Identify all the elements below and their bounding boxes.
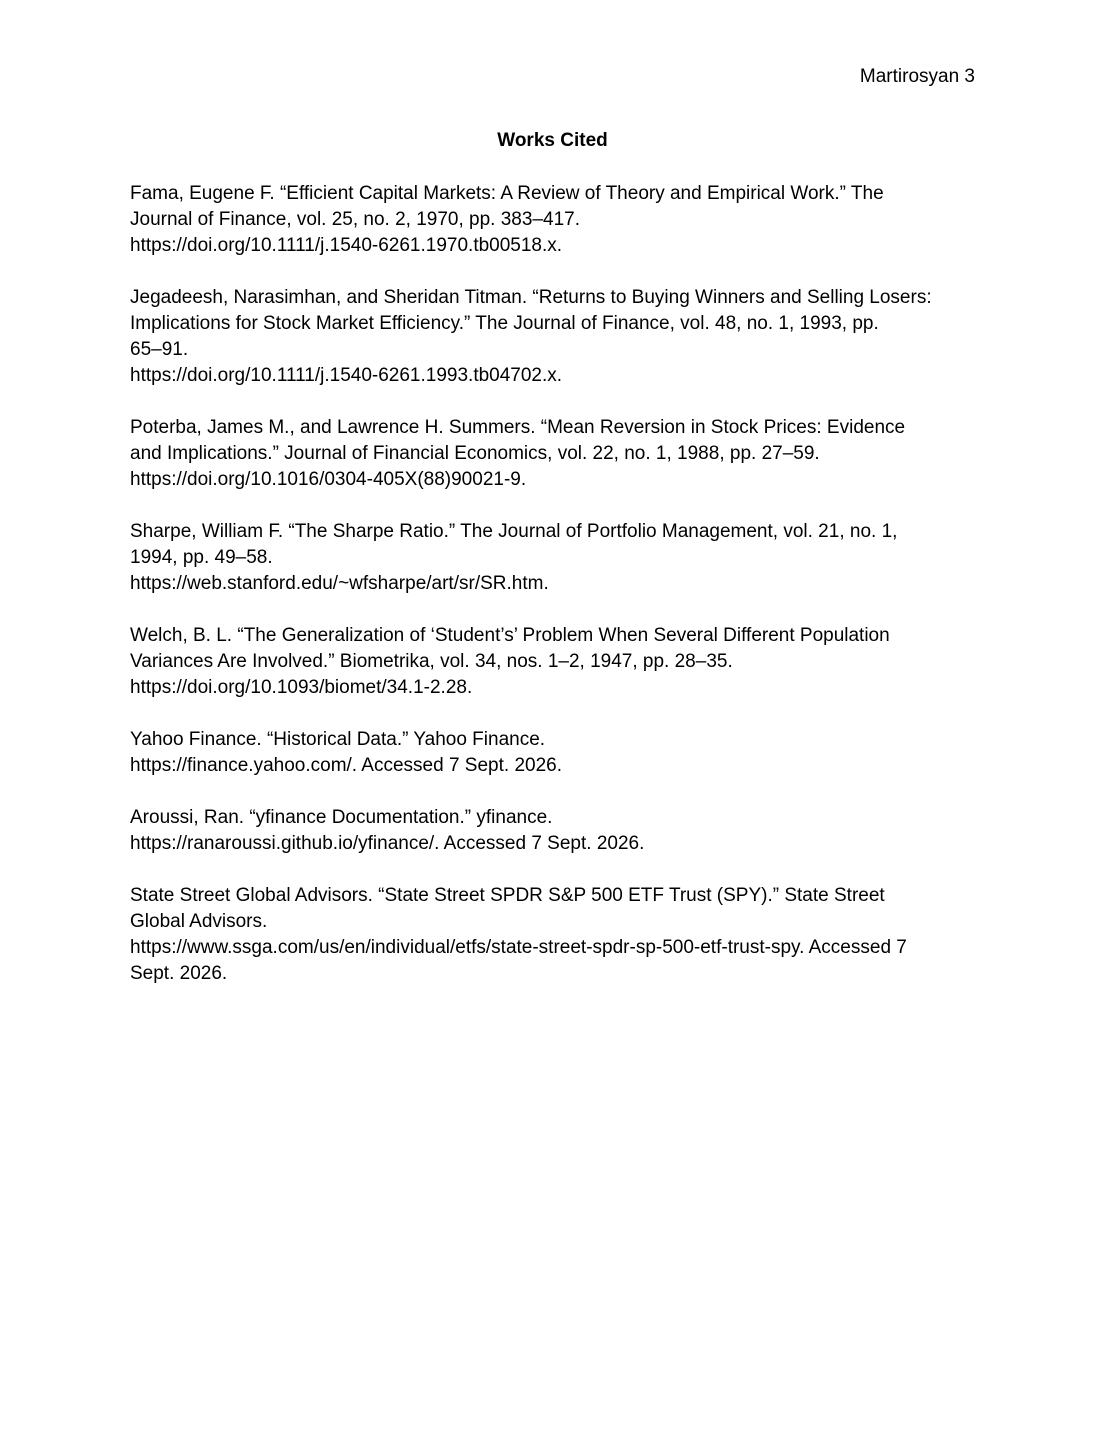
citation-line: https://ranaroussi.github.io/yfinance/. Accessed 7 Sept. 2026. — [130, 833, 645, 854]
citation-entry — [130, 415, 980, 493]
citation-line: State Street Global Advisors. “State Street SPDR S&P 500 ETF Trust (SPY).” State Street — [130, 885, 885, 906]
citation-line: Welch, B. L. “The Generalization of ‘Student’s’ Problem When Several Different Population — [130, 625, 890, 646]
citation-line: Global Advisors. — [130, 911, 268, 932]
citation-line: Jegadeesh, Narasimhan, and Sheridan Titman. “Returns to Buying Winners and Selling Losers: — [130, 287, 932, 308]
citation-entry — [130, 805, 980, 857]
citation-line: https://doi.org/10.1111/j.1540-6261.1970.tb00518.x. — [130, 235, 563, 256]
page-title: Works Cited — [497, 130, 608, 151]
citation-line: https://doi.org/10.1111/j.1540-6261.1993.tb04702.x. — [130, 365, 563, 386]
citation-line: Fama, Eugene F. “Efficient Capital Markets: A Review of Theory and Empirical Work.” The — [130, 183, 884, 204]
citation-entry — [130, 285, 980, 389]
citation-entry — [130, 727, 980, 779]
citation-line: https://finance.yahoo.com/. Accessed 7 Sept. 2026. — [130, 755, 562, 776]
citation-line: Variances Are Involved.” Biometrika, vol. 34, nos. 1–2, 1947, pp. 28–35. — [130, 651, 733, 672]
citation-line: Yahoo Finance. “Historical Data.” Yahoo Finance. — [130, 729, 546, 750]
citation-line: Poterba, James M., and Lawrence H. Summers. “Mean Reversion in Stock Prices: Evidence — [130, 417, 906, 438]
citation-line: https://www.ssga.com/us/en/individual/etfs/state-street-spdr-sp-500-etf-trust-spy. Accessed 7 — [130, 937, 907, 958]
citation-line: 65–91. — [130, 339, 189, 360]
citation-line: https://doi.org/10.1093/biomet/34.1-2.28. — [130, 677, 473, 698]
works-cited-list — [130, 181, 980, 1013]
citation-line: Aroussi, Ran. “yfinance Documentation.” yfinance. — [130, 807, 553, 828]
citation-entry — [130, 181, 980, 259]
citation-entry — [130, 623, 980, 701]
citation-line: Journal of Finance, vol. 25, no. 2, 1970, pp. 383–417. — [130, 209, 580, 230]
citation-entry — [130, 519, 980, 597]
citation-line: and Implications.” Journal of Financial Economics, vol. 22, no. 1, 1988, pp. 27–59. — [130, 443, 820, 464]
citation-line: https://doi.org/10.1016/0304-405X(88)90021-9. — [130, 469, 527, 490]
citation-line: Sharpe, William F. “The Sharpe Ratio.” The Journal of Portfolio Management, vol. 21, no. 1, — [130, 521, 898, 542]
running-head: Martirosyan 3 — [859, 66, 975, 87]
citation-line: Implications for Stock Market Efficiency.” The Journal of Finance, vol. 48, no. 1, 1993, pp. — [130, 313, 879, 334]
citation-line: Sept. 2026. — [130, 963, 228, 984]
citation-line: https://web.stanford.edu/~wfsharpe/art/sr/SR.htm. — [130, 573, 549, 594]
citation-line: 1994, pp. 49–58. — [130, 547, 273, 568]
citation-entry — [130, 883, 980, 987]
